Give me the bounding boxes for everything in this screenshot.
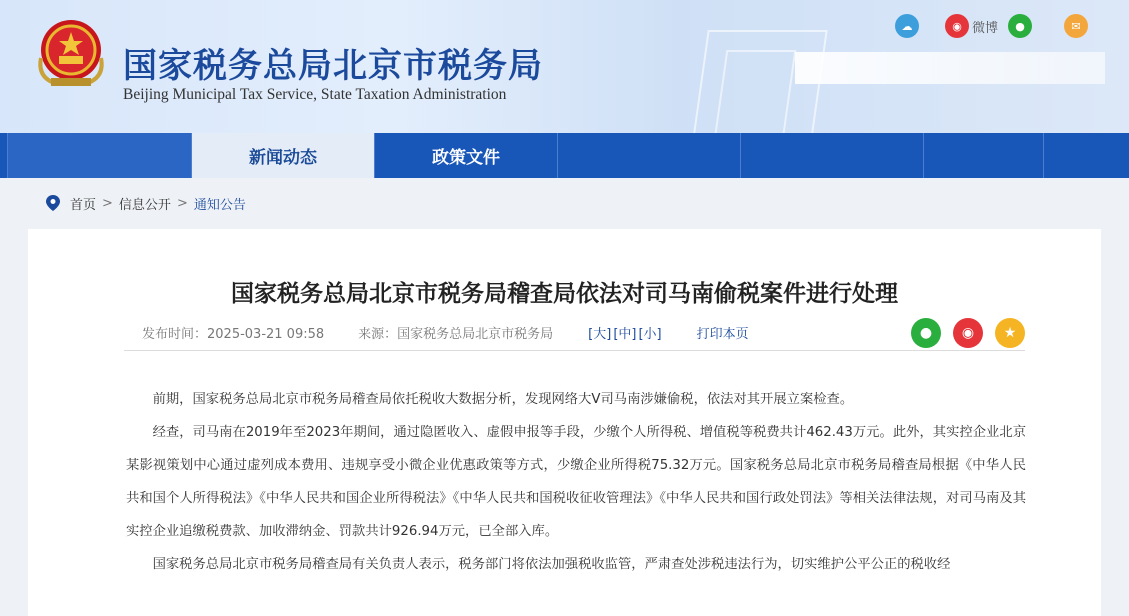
site-subtitle: Beijing Municipal Tax Service, State Taxation Administration (123, 86, 507, 103)
nav-item-news[interactable]: 新闻动态 (192, 133, 375, 178)
breadcrumb-home[interactable]: 首页 (70, 197, 97, 213)
article-title: 国家税务总局北京市税务局稽查局依法对司马南偷税案件进行处理 (231, 281, 898, 307)
top-share-bar (895, 14, 1088, 38)
wechat-icon[interactable]: ● (1008, 14, 1032, 38)
weibo-label[interactable]: 微博 (972, 20, 999, 36)
divider (124, 350, 1025, 351)
font-size-small-button[interactable]: [小] (638, 327, 662, 342)
building-graphic (714, 50, 797, 133)
font-size-controls (587, 323, 662, 342)
article-source: 来源：国家税务总局北京市税务局 (358, 327, 554, 342)
site-title[interactable]: 国家税务总局北京市税务局 (123, 46, 543, 86)
font-size-large-button[interactable]: [大] (588, 327, 612, 342)
breadcrumb-info[interactable]: 信息公开 (118, 197, 171, 213)
location-pin-icon (46, 195, 60, 211)
breadcrumb-separator: > (102, 195, 113, 211)
article-meta (142, 323, 749, 342)
nav-item[interactable] (741, 133, 924, 178)
main-nav (0, 133, 1129, 178)
paragraph: 国家税务总局北京市税务局稽查局有关负责人表示，税务部门将依法加强税收监管，严肃查处涉税违法行为，切实维护公平公正的税收经 (152, 557, 951, 572)
nav-item[interactable] (558, 133, 741, 178)
paragraph: 前期，国家税务总局北京市税务局稽查局依托税收大数据分析，发现网络大V司马南涉嫌偷税，依法对其开展立案检查。 (152, 392, 854, 407)
nav-item[interactable] (8, 133, 192, 178)
nav-item[interactable] (1044, 133, 1129, 178)
nav-item[interactable] (924, 133, 1044, 178)
print-button[interactable]: 打印本页 (696, 327, 749, 342)
banner-highlight (795, 52, 1105, 84)
header-banner (0, 0, 1129, 133)
paragraph: 经查，司马南在2019年至2023年期间，通过隐匿收入、虚假申报等手段，少缴个人所得税、增值税等税费共计462.43万元。此外，其实控企业北京某影视策划中心通过虚列成本费用、违规享受小微企业优惠政策等方式，少缴企业所得税75.32万元。国家税务总局北京市税务局稽查局根据《中华人民共和国个人所得税法》《中华人民共和国企业所得税法》《中华人民共和国税收征收管理法》《中华人民共和国行政处罚法》等相关法律法规，对司马南及其实控企业追缴税费款、加收滞纳金、罚款共计926.94万元，已全部入库。 (126, 425, 1026, 539)
cloud-icon[interactable]: ☁ (895, 14, 919, 38)
article-card (28, 229, 1101, 616)
breadcrumb-current[interactable]: 通知公告 (193, 197, 246, 213)
nav-item-policy[interactable]: 政策文件 (375, 133, 558, 178)
publish-time: 发布时间：2025-03-21 09:58 (142, 327, 325, 342)
weibo-share-icon[interactable]: ◉ (953, 318, 983, 348)
article-body (126, 383, 1026, 581)
font-size-medium-button[interactable]: [中] (613, 327, 637, 342)
wechat-share-icon[interactable]: ● (911, 318, 941, 348)
breadcrumb-separator: > (176, 195, 188, 211)
weibo-icon[interactable]: ◉ (945, 14, 969, 38)
article-share-bar (911, 318, 1025, 348)
mail-icon[interactable]: ✉ (1064, 14, 1088, 38)
national-emblem-icon (33, 14, 109, 90)
nav-item[interactable] (0, 133, 8, 178)
qzone-share-icon[interactable]: ★ (995, 318, 1025, 348)
breadcrumb (46, 193, 246, 213)
